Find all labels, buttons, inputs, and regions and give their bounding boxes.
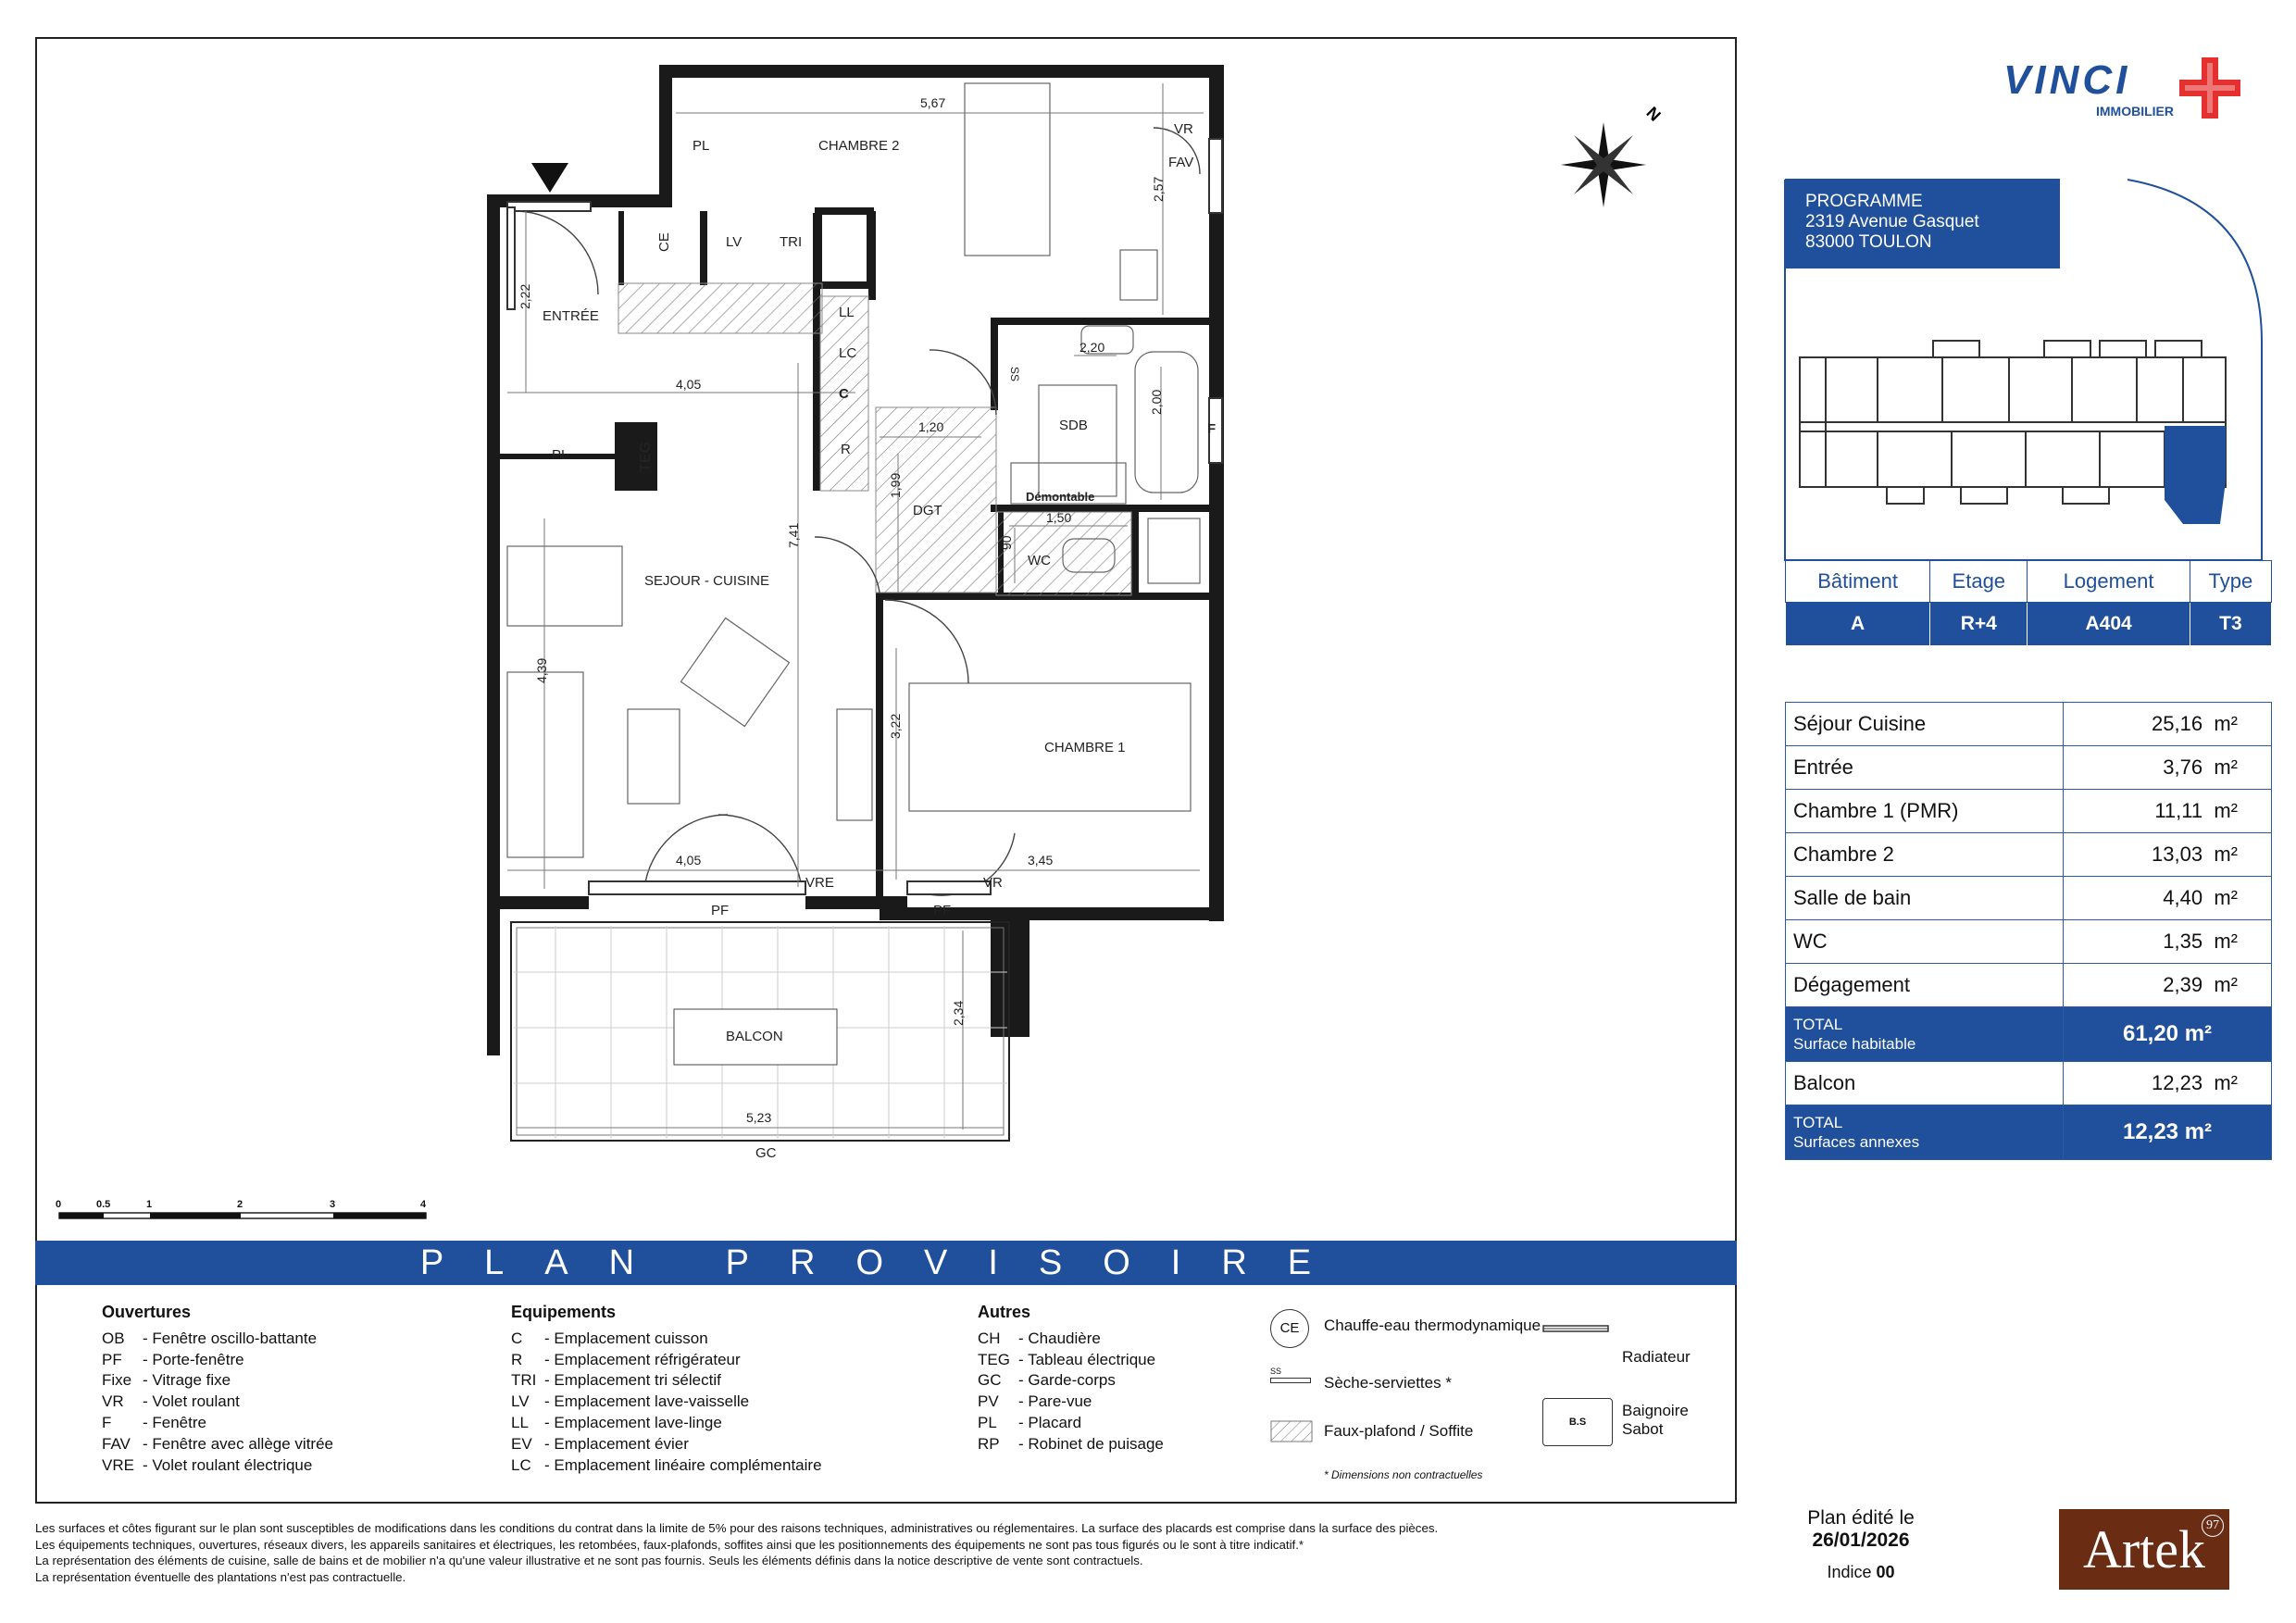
scale-1: 1 (146, 1199, 153, 1210)
room-unit: m² (2214, 755, 2238, 779)
room-area-cell (2064, 833, 2272, 877)
entrance-arrow-icon (531, 163, 568, 193)
room-area-cell (2064, 920, 2272, 964)
legend-item (978, 1413, 1164, 1434)
room-row (1786, 964, 2272, 1007)
label-lc: LC (839, 345, 857, 361)
room-unit: m² (2214, 973, 2238, 996)
legend-ss: Sèche-serviettes * (1324, 1374, 1452, 1392)
label-f: F (1207, 421, 1217, 437)
soffit-hatch-icon (1270, 1420, 1313, 1442)
dim-3-45: 3,45 (1028, 853, 1054, 868)
label-dgt: DGT (913, 503, 942, 518)
legend-radiateur: Radiateur (1622, 1348, 1691, 1366)
legend-desc: - Emplacement lave-vaisselle (544, 1392, 750, 1411)
label-demontable: Démontable (1026, 490, 1095, 504)
dim-4-05-bottom: 4,05 (676, 853, 702, 868)
label-pl-chambre2: PL (693, 138, 710, 154)
artek-name: Artek (2082, 1519, 2206, 1579)
legend-item (511, 1370, 822, 1392)
radiator-icon (1542, 1322, 1609, 1335)
dim-5-23: 5,23 (746, 1110, 772, 1125)
legend-item (978, 1350, 1164, 1371)
annex-area: 12,23 (2152, 1071, 2203, 1094)
label-balcon: BALCON (726, 1029, 783, 1044)
legend-code: RP (978, 1434, 1000, 1453)
label-pf-chambre1: PF (933, 903, 952, 918)
key-plan (1794, 333, 2239, 528)
programme-address2: 83000 TOULON (1805, 232, 1932, 252)
total-habitable-row (1786, 1007, 2272, 1062)
room-name: Chambre 1 (PMR) (1786, 790, 2064, 833)
legend-item (102, 1413, 333, 1434)
indice-value: 00 (1876, 1563, 1895, 1581)
vinci-wordmark: VINCI (2003, 57, 2131, 103)
legend-note: * Dimensions non contractuelles (1324, 1468, 1483, 1481)
programme-title: PROGRAMME (1805, 192, 1923, 211)
legend-code: LL (511, 1413, 529, 1431)
legend-desc: - Vitrage fixe (143, 1371, 231, 1390)
annex-name: Balcon (1786, 1062, 2064, 1105)
label-pf-sejour: PF (711, 903, 730, 918)
total-sublabel: Surfaces annexes (1793, 1133, 1920, 1151)
legend-desc: - Emplacement tri sélectif (544, 1371, 721, 1390)
dim-90: 90 (999, 535, 1014, 550)
legend-desc: - Emplacement réfrigérateur (544, 1350, 741, 1368)
annex-area-cell (2064, 1062, 2272, 1105)
edition-info (1764, 1507, 1958, 1583)
scale-0-5: 0.5 (96, 1199, 111, 1210)
legend-item (978, 1392, 1164, 1413)
header-type: Type (2190, 561, 2271, 603)
legend-code: TEG (978, 1350, 1010, 1368)
legend-equipements (511, 1302, 822, 1476)
label-ce: CE (656, 232, 672, 252)
legend-item (102, 1455, 333, 1477)
legend-code: LV (511, 1392, 530, 1411)
legend-ouvertures-title: Ouvertures (102, 1303, 192, 1321)
dimension-values (518, 95, 1166, 1125)
dim-2-22: 2,22 (518, 283, 532, 309)
label-chambre1: CHAMBRE 1 (1044, 740, 1126, 755)
header-batiment: Bâtiment (1786, 561, 1930, 603)
legend-baignoire-l2: Sabot (1622, 1420, 1664, 1438)
annex-unit: m² (2214, 1071, 2238, 1094)
rooms-table (1785, 702, 2272, 1160)
legend-desc: - Placard (1018, 1413, 1082, 1431)
label-ss: SS (1008, 367, 1021, 382)
legend-item (978, 1370, 1164, 1392)
legend-item (102, 1434, 333, 1455)
header-etage: Etage (1930, 561, 2028, 603)
room-area-cell (2064, 964, 2272, 1007)
legend-desc: - Emplacement linéaire complémentaire (544, 1455, 822, 1474)
legend-code: LC (511, 1455, 531, 1474)
legend-desc: - Emplacement évier (544, 1434, 689, 1453)
legend-desc: - Fenêtre oscillo-battante (143, 1329, 318, 1347)
room-area: 1,35 (2163, 930, 2203, 953)
legend-desc: - Volet roulant électrique (143, 1455, 313, 1474)
artek-logo (2059, 1509, 2229, 1590)
legend-desc: - Porte-fenêtre (143, 1350, 244, 1368)
dim-5-67: 5,67 (920, 95, 946, 110)
room-row (1786, 833, 2272, 877)
total-label: TOTAL (1793, 1114, 1843, 1131)
room-area: 4,40 (2163, 886, 2203, 909)
total-habitable-value: 61,20 m² (2064, 1007, 2272, 1062)
legend-desc: - Volet roulant (143, 1392, 240, 1411)
value-batiment: A (1786, 603, 1930, 646)
legend-code: FAV (102, 1434, 131, 1453)
total-annex-value: 12,23 m² (2064, 1105, 2272, 1160)
legend-equipements-title: Equipements (511, 1303, 617, 1321)
legend-ce: Chauffe-eau thermodynamique (1324, 1317, 1541, 1334)
scale-labels (56, 1199, 427, 1210)
legend-desc: - Fenêtre (143, 1413, 206, 1431)
room-name: Salle de bain (1786, 877, 2064, 920)
legend-desc: - Chaudière (1018, 1329, 1101, 1347)
legend-ouvertures (102, 1302, 333, 1476)
dim-1-50: 1,50 (1046, 510, 1072, 525)
legend-code: CH (978, 1329, 1001, 1347)
scale-bar (59, 1213, 426, 1218)
indice-label: Indice (1827, 1563, 1872, 1581)
vinci-logo (2003, 57, 2244, 122)
value-logement: A404 (2028, 603, 2190, 646)
room-area: 2,39 (2163, 973, 2203, 996)
legend-item (511, 1329, 822, 1350)
room-area-cell (2064, 746, 2272, 790)
legend-code: PL (978, 1413, 997, 1431)
legend-desc: - Garde-corps (1018, 1371, 1116, 1390)
label-chambre2: CHAMBRE 2 (818, 138, 900, 154)
label-fav: FAV (1168, 155, 1194, 170)
room-area-cell (2064, 703, 2272, 746)
scale-4: 4 (420, 1199, 427, 1210)
legend-baignoire-l1: Baignoire (1622, 1402, 1689, 1419)
total-sublabel: Surface habitable (1793, 1035, 1916, 1053)
legend-code: TRI (511, 1371, 537, 1390)
legend-faux: Faux-plafond / Soffite (1324, 1422, 1474, 1440)
room-area-cell (2064, 790, 2272, 833)
legend-autres-title: Autres (978, 1303, 1031, 1321)
legend-code: VR (102, 1392, 124, 1411)
room-area: 3,76 (2163, 755, 2203, 779)
label-c: C (839, 386, 849, 402)
dim-4-39: 4,39 (534, 657, 549, 683)
legend-item (511, 1455, 822, 1477)
legend-code: F (102, 1413, 112, 1431)
label-vre: VRE (805, 875, 834, 891)
legend-code: R (511, 1350, 523, 1368)
legend-autres (978, 1302, 1164, 1455)
label-gc: GC (755, 1145, 777, 1161)
legend-code: C (511, 1329, 523, 1347)
legend-item (102, 1350, 333, 1371)
header-logement: Logement (2028, 561, 2190, 603)
label-vr-chambre2: VR (1174, 121, 1193, 137)
legend-desc: - Robinet de puisage (1018, 1434, 1164, 1453)
label-r: R (841, 442, 851, 457)
scale-0: 0 (56, 1199, 62, 1210)
room-row (1786, 920, 2272, 964)
room-row (1786, 877, 2272, 920)
legend-code: PF (102, 1350, 122, 1368)
legend-item (978, 1434, 1164, 1455)
total-annex-row (1786, 1105, 2272, 1160)
legend-item (978, 1329, 1164, 1350)
room-name: Dégagement (1786, 964, 2064, 1007)
room-area-cell (2064, 877, 2272, 920)
room-unit: m² (2214, 930, 2238, 953)
edition-date: 26/01/2026 (1812, 1529, 1910, 1551)
label-teg: TEG (638, 442, 654, 472)
dim-2-57: 2,57 (1151, 176, 1166, 202)
legend-item (511, 1434, 822, 1455)
disclaimer (35, 1520, 1776, 1585)
legend-code: OB (102, 1329, 125, 1347)
dim-3-22: 3,22 (888, 713, 903, 739)
value-etage: R+4 (1930, 603, 2028, 646)
room-row (1786, 703, 2272, 746)
dim-1-20: 1,20 (918, 419, 944, 434)
legend-baignoire (1622, 1402, 1689, 1439)
room-area: 11,11 (2154, 799, 2203, 822)
room-area: 25,16 (2152, 712, 2203, 735)
compass-rose (1561, 122, 1646, 207)
label-tri: TRI (780, 234, 803, 250)
disclaimer-line: Les équipements techniques, ouvertures, réseaux divers, les appareils sanitaires et électriques, les retombées, faux-plafonds, soffites ainsi que les positionnements des équipements ne sont pas tous figurés ou le sont à titre indicatif.* (35, 1537, 1304, 1552)
room-unit: m² (2214, 799, 2238, 822)
legend-item (511, 1350, 822, 1371)
disclaimer-line: Les surfaces et côtes figurant sur le plan sont susceptibles de modifications dans les conditions du contrat dans la limite de 5% pour des raisons techniques, administratives ou réglementaires. La surface des placards est comprise dans la surface des pièces. (35, 1521, 1439, 1535)
legend-desc: - Emplacement lave-linge (544, 1413, 722, 1431)
legend-item (511, 1413, 822, 1434)
legend-desc: - Pare-vue (1018, 1392, 1092, 1411)
room-name: Chambre 2 (1786, 833, 2064, 877)
disclaimer-line: La représentation des éléments de cuisine, salle de bains et de mobilier n'a qu'une valeur illustrative et ne sont pas fournis. Seuls les éléments définis dans la notice descriptive de vente sont contractuels. (35, 1554, 1143, 1567)
label-sdb: SDB (1059, 418, 1088, 433)
annex-row (1786, 1062, 2272, 1105)
label-sejour: SEJOUR - CUISINE (644, 573, 770, 589)
vinci-cross-icon (2179, 57, 2240, 119)
towel-rail-code: SS (1270, 1367, 1282, 1376)
label-pl-entree: PL (552, 447, 569, 463)
legend-code: Fixe (102, 1371, 132, 1390)
vinci-sub: IMMOBILIER (2096, 104, 2174, 119)
room-row (1786, 746, 2272, 790)
room-unit: m² (2214, 843, 2238, 866)
edition-indice (1764, 1561, 1958, 1583)
legend-code: EV (511, 1434, 532, 1453)
ce-symbol-icon: CE (1270, 1309, 1309, 1348)
programme-address1: 2319 Avenue Gasquet (1805, 212, 1979, 231)
room-name: Entrée (1786, 746, 2064, 790)
soffit-zones (618, 283, 1131, 595)
dim-2-20: 2,20 (1079, 340, 1105, 355)
legend-item (102, 1392, 333, 1413)
total-label: TOTAL (1793, 1016, 1843, 1033)
room-name: Séjour Cuisine (1786, 703, 2064, 746)
towel-rail-icon (1270, 1367, 1309, 1383)
total-habitable-label (1786, 1007, 2064, 1062)
scale-2: 2 (237, 1199, 243, 1210)
dim-2-00: 2,00 (1149, 389, 1164, 415)
disclaimer-line: La représentation éventuelle des plantations n'est pas contractuelle. (35, 1569, 406, 1584)
label-vr-chambre1: VR (983, 875, 1003, 891)
dim-2-34: 2,34 (951, 1000, 966, 1026)
legend-item (102, 1329, 333, 1350)
edition-label: Plan édité le (1807, 1507, 1915, 1529)
legend-code: PV (978, 1392, 999, 1411)
room-name: WC (1786, 920, 2064, 964)
legend-code: GC (978, 1371, 1002, 1390)
label-lv: LV (726, 234, 742, 250)
legend-item (102, 1370, 333, 1392)
total-annex-label (1786, 1105, 2064, 1160)
room-row (1786, 790, 2272, 833)
north-label: N (1642, 103, 1665, 125)
scale-3: 3 (330, 1199, 336, 1210)
legend-item (511, 1392, 822, 1413)
legend-desc: - Fenêtre avec allège vitrée (143, 1434, 333, 1453)
legend-desc: - Emplacement cuisson (544, 1329, 708, 1347)
legend-desc: - Tableau électrique (1018, 1350, 1156, 1368)
bathtub-icon: B.S (1542, 1398, 1613, 1446)
label-wc: WC (1028, 553, 1051, 568)
dim-4-05-top: 4,05 (676, 377, 702, 392)
dim-1-99: 1,99 (888, 472, 903, 498)
programme-box (1785, 179, 2060, 268)
unit-table (1785, 560, 2272, 646)
artek-mark: 97 (2202, 1515, 2224, 1537)
room-area: 13,03 (2152, 843, 2203, 866)
label-ll: LL (839, 305, 855, 320)
legend-code: VRE (102, 1455, 134, 1474)
label-entree: ENTRÉE (543, 308, 599, 324)
dim-7-41: 7,41 (786, 522, 801, 548)
value-type: T3 (2190, 603, 2271, 646)
room-unit: m² (2214, 886, 2238, 909)
room-unit: m² (2214, 712, 2238, 735)
plan-banner: PLAN PROVISOIRE (35, 1241, 1737, 1285)
